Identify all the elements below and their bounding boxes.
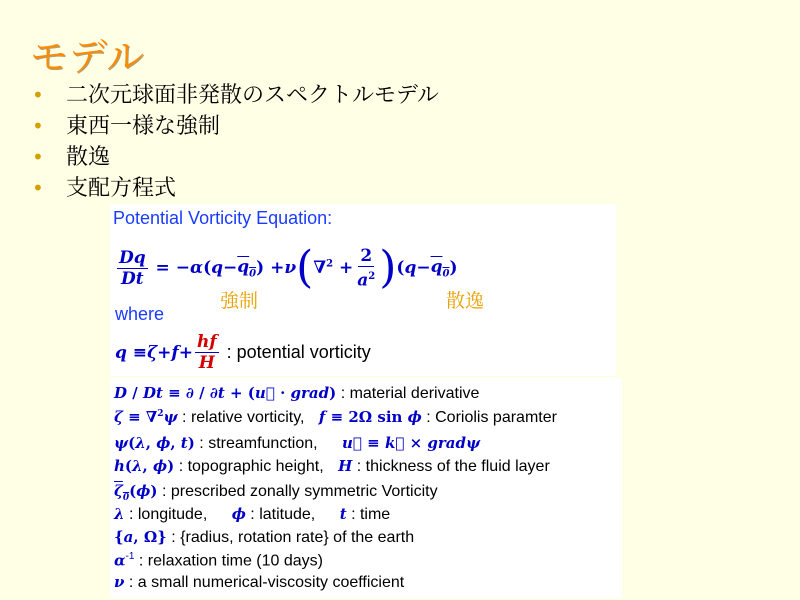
pv-description: : potential vorticity (226, 342, 371, 362)
alpha-exponent: -1 (125, 551, 135, 562)
where-label: where (115, 304, 165, 324)
bullet-item (30, 142, 439, 173)
bullet-item (30, 80, 439, 111)
bullet-dot-icon: • (32, 83, 44, 107)
definition-text: : latitude, (250, 506, 316, 523)
definition-text: : Coriolis paramter (426, 409, 557, 426)
definition-row: $\zeta_0(\phi)$ : prescribed zonally symmetric Vorticity (114, 482, 438, 503)
equation-heading: Potential Vorticity Equation: (113, 208, 333, 228)
definition-text: : a small numerical-viscosity coefficient (128, 574, 405, 591)
material-derivative-fraction: $\frac{Dq}{Dt}$ (119, 247, 146, 289)
bullet-list (30, 80, 439, 204)
pv-equation: $\frac{Dq}{Dt}$ = − α ( q − $q_0$ ) + ν ( ∇$^2$ + $\frac{2}{a^2}$ ) ( q − $q_0$ ) (119, 242, 458, 294)
definition-row: D / Dt ≡ ∂ / ∂t + (u⃗ · grad) : material derivative (114, 384, 480, 402)
definition-text: : longitude, (128, 506, 208, 523)
bullet-text: 二次元球面非発散のスペクトルモデル (66, 83, 439, 108)
bullet-text: 東西一様な強制 (66, 114, 221, 139)
bullet-item (30, 111, 439, 142)
definition-text: : prescribed zonally symmetric Vorticity (161, 483, 438, 500)
bullet-dot-icon: • (32, 114, 44, 138)
definition-text: : relaxation time (10 days) (138, 552, 323, 570)
bullet-dot-icon: • (32, 145, 44, 169)
hf-over-h-fraction: $\frac{hf}{H}$ (196, 332, 217, 373)
bullet-text: 散逸 (66, 145, 111, 170)
definition-row: ν : a small numerical-viscosity coefficient (114, 573, 405, 591)
dissipation-label: 散逸 (446, 290, 485, 312)
bullet-text: 支配方程式 (66, 176, 177, 201)
definition-text: : {radius, rotation rate} of the earth (171, 529, 415, 546)
definition-text: : topographic height, (178, 458, 324, 475)
bullet-dot-icon: • (32, 176, 44, 200)
definition-row: ψ(λ, ϕ, t) : streamfunction, u⃗ ≡ k⃗ × gradψ (114, 434, 481, 452)
pv-definition: q ≡ ζ + f + $\frac{hf}{H}$ : potential vorticity (115, 332, 371, 373)
definition-row: h(λ, ϕ) : topographic height, H : thickness of the fluid layer (114, 457, 550, 475)
forcing-label: 強制 (220, 290, 259, 312)
definition-text: : relative vorticity, (182, 409, 305, 426)
definition-row: ζ ≡ ∇$^2$ψ : relative vorticity, f ≡ 2Ω sin ϕ : Coriolis paramter (114, 408, 557, 426)
definition-row: {a, Ω} : {radius, rotation rate} of the earth (114, 528, 415, 546)
definitions-box (110, 378, 622, 598)
definition-row: λ : longitude, ϕ : latitude, t : time (114, 505, 391, 523)
definition-row: $\alpha^{-1}$ : relaxation time (10 days) (114, 551, 323, 570)
definition-text: : streamfunction, (199, 435, 318, 452)
laplacian-fraction: $\frac{2}{a^2}$ (357, 246, 376, 291)
bullet-item (30, 173, 439, 204)
definition-text: : material derivative (340, 385, 480, 402)
definition-text: : time (351, 506, 391, 523)
equation-box (110, 204, 616, 376)
slide-title: モデル (30, 35, 146, 79)
definition-text: : thickness of the fluid layer (356, 458, 550, 475)
